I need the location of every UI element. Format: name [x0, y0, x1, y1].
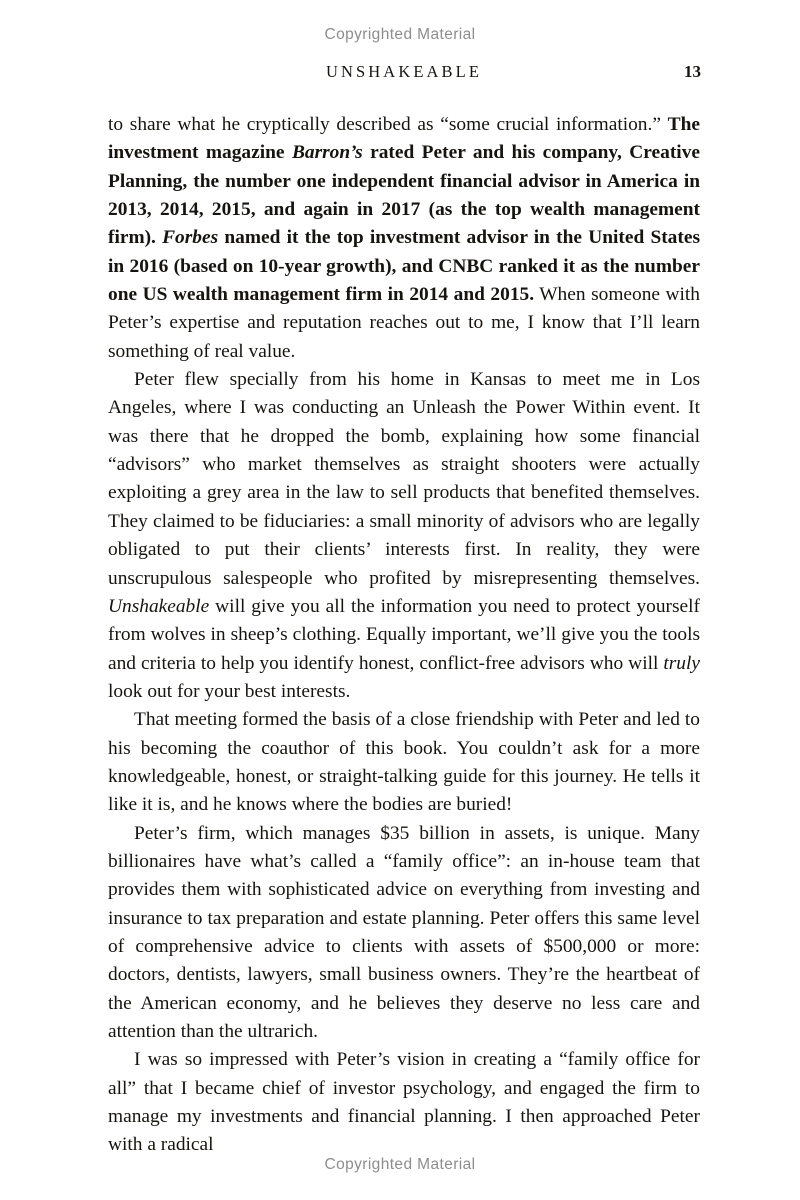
regular-run: Peter’s firm, which manages $35 billion in assets, is unique. Many billionaires have what’s called a “family office”: an in-house team that provides them with sophisticated advice on everything from investing and insurance to tax preparation and estate planning. Peter offers this same level of comprehensive advice to clients with assets of $500,000 or more: doctors, dentists, lawyers, small business owners. They’re the heartbeat of the American economy, and he believes they deserve no less care and attention than the ultrarich.	[108, 822, 700, 1042]
para-3	[108, 706, 700, 819]
page-number: 13	[684, 62, 701, 81]
para-1	[108, 111, 700, 366]
running-head-title: UNSHAKEABLE	[325, 62, 482, 81]
para-5	[108, 1046, 700, 1159]
italic-run: Unshakeable	[108, 595, 210, 617]
para-4	[108, 820, 700, 1047]
regular-run: That meeting formed the basis of a close friendship with Peter and led to his becoming the coauthor of this book. You couldn’t ask for a more knowledgeable, honest, or straight-talking guide for this journey. He tells it like it is, and he knows where the bodies are buried!	[108, 709, 700, 816]
body-text-block	[108, 111, 700, 1160]
copyright-watermark-bottom: Copyrighted Material	[324, 1156, 476, 1173]
regular-run: When someone with Peter’s expertise and reputation reaches out to me, I know that I’ll learn something of real value.	[108, 284, 700, 362]
regular-run: Peter flew specially from his home in Kansas to meet me in Los Angeles, where I was conducting an Unleash the Power Within event. It was there that he dropped the bomb, explaining how some financial “advisors” who market themselves as straight shooters were actually exploiting a grey area in the law to sell products that benefited themselves. They claimed to be fiduciaries: a small minority of advisors who are legally obligated to put their clients’ interests first. In reality, they were unscrupulous salespeople who profited by misrepresenting themselves.	[108, 369, 700, 589]
bold-run: named it the top investment advisor in the United States in 2016 (based on 10-year growth), and CNBC ranked it as the number one US wealth management firm in 2014 and 2015.	[108, 227, 700, 306]
regular-run: look out for your best interests.	[108, 680, 351, 702]
running-head	[108, 62, 700, 84]
bold-run: rated Peter and his company, Creative Planning, the number one independent financial advisor in America in 2013, 2014, 2015, and again in 2017 (as the top wealth management firm).	[108, 142, 700, 249]
bold-italic-run	[292, 142, 363, 163]
regular-run: will give you all the information you need to protect yourself from wolves in sheep’s clothing. Equally important, we’ll give you the tools and criteria to help you identify honest, conflict-free advisors who will	[108, 595, 700, 674]
regular-run: I was so impressed with Peter’s vision in creating a “family office for all” that I became chief of investor psychology, and engaged the firm to manage my investments and financial planning. I then approached Peter with a radical	[108, 1049, 700, 1156]
emphasis-run: Barron’s	[291, 142, 363, 164]
italic-run: truly	[663, 652, 700, 674]
regular-run: to share what he cryptically described as “some crucial information.”	[108, 114, 668, 135]
bold-run: The investment magazine	[108, 114, 700, 164]
emphasis-run: Forbes	[162, 227, 219, 249]
copyright-watermark-top: Copyrighted Material	[324, 26, 476, 43]
para-2	[108, 366, 700, 706]
bold-italic-run	[162, 227, 218, 248]
